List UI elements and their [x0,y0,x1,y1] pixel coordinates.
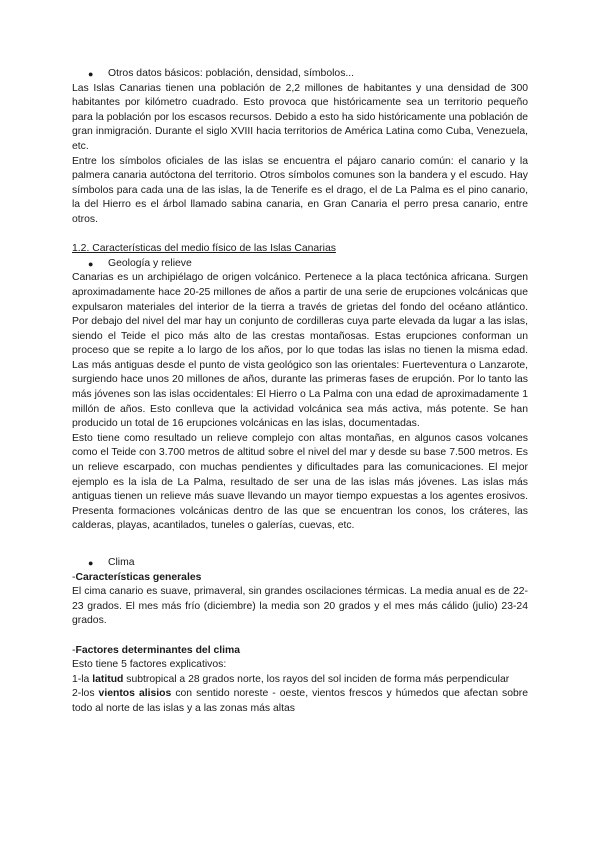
dash: - [72,571,76,583]
factor-vientos [72,687,528,716]
paragraph-factores-intro: Esto tiene 5 factores explicativos: [72,659,227,671]
paragraph-relieve: Esto tiene como resultado un relieve complejo con altas montañas, en algunos casos volcanes como el Teide con 3.700 metros de altitud sobre el nivel del mar y desde su base 7.500 metros. Es un relieve escarpado, con muchas pendientes y dificultades para las comunicaciones. El mejor ejemplo es la isla de La Palma, resultado de ser una de las islas más jóvenes. Las islas más antiguas tienen un relieve más suave llevando un mayor tiempo expuestas a los agentes erosivos. Presenta formaciones volcánicas dentro de las que se encuentran los conos, los cráteres, las calderas, playas, acantilados, tuneles o galerías, cuevas, etc. [72,432,528,532]
bullet-dot-icon: ● [88,69,94,79]
factor-latitud [72,673,528,688]
bullet-dot-icon: ● [88,558,94,568]
subheading-caracteristicas [72,571,528,586]
factor-text: con sentido noreste - oeste, vientos frescos y húmedos que afectan sobre todo al norte de las islas y a las zonas más altas [72,688,528,714]
bullet-clima [88,556,528,571]
factor-keyword: vientos alisios [98,688,172,700]
bullet-geologia [88,257,528,272]
subheading-text: Características generales [75,571,202,583]
bullet-text: Geología y relieve [108,257,192,269]
factor-prefix: 2-los [72,688,99,700]
paragraph-clima-general: El cima canario es suave, primaveral, sin grandes oscilaciones térmicas. La media anual es de 22-23 grados. El mes más frío (diciembre) la media son 20 grados y el mes más cálido (julio) 23-24 grados. [72,586,528,627]
subheading-text: Factores determinantes del clima [75,644,241,656]
bullet-dot-icon: ● [88,258,94,269]
subheading-factores [72,644,528,659]
document-page [72,67,528,717]
paragraph-simbolos: Entre los símbolos oficiales de las islas se encuentra el pájaro canario común: el canario y la palmera canaria autóctona del territorio. Otros símbolos comunes son la bandera y el escudo. Hay símbolos para cada una de las islas, la de Tenerife es el drago, el de La Palma es el pino canario, la del Hierro es el árbol llamado sabina canaria, en Gran Canaria el perro presa canario, entre otros. [72,155,528,225]
paragraph-poblacion: Las Islas Canarias tienen una población de 2,2 millones de habitantes y una densidad de 300 habitantes por kilómetro cuadrado. Esto provoca que históricamente sea un territorio pequeño para la población por los escasos recursos. Debido a esto ha sido históricamente una población de gran inmigración. Durante el siglo XVIII hacia territorios de América Latina como Cuba, Venezuela, etc. [72,82,528,152]
factor-keyword: latitud [92,673,124,685]
factor-text: subtropical a 28 grados norte, los rayos del sol inciden de forma más perpendicular [123,673,510,685]
dash: - [72,644,76,656]
bullet-text: Clima [108,557,135,568]
bullet-text: Otros datos básicos: población, densidad, símbolos... [108,68,355,79]
section-heading: 1.2. Características del medio físico de las Islas Canarias [72,243,336,255]
bullet-otros-datos [88,67,528,82]
paragraph-origen-volcanico: Canarias es un archipiélago de origen volcánico. Pertenece a la placa tectónica africana. Surgen aproximadamente hace 20-25 millones de años a partir de una serie de erupciones volcánicas que expulsaron materiales del interior de la tierra a través de grietas del fondo del océano atlántico. Por debajo del nivel del mar hay un conjunto de cordilleras cuya parte elevada da lugar a las islas, siendo el Teide el pico más alto de las crestas montañosas. Estas erupciones conforman un proceso que se repite a lo largo de los años, por lo que todas las islas no tienen la misma edad. Las más antiguas desde el punto de vista geológico son las orientales: Fuerteventura o Lanzarote, surgiendo hace unos 20 millones de años, durante las primeras fases de erupción. Por lo tanto las más jóvenes son las islas occidentales: El Hierro o La Palma con una edad de aproximadamente 1 millón de años. Esto conlleva que la actividad volcánica sea más activa, más potente. Se han producido un total de 16 erupciones volcánicas en las islas, documentadas. [72,272,528,430]
factor-prefix: 1-la [72,673,93,685]
